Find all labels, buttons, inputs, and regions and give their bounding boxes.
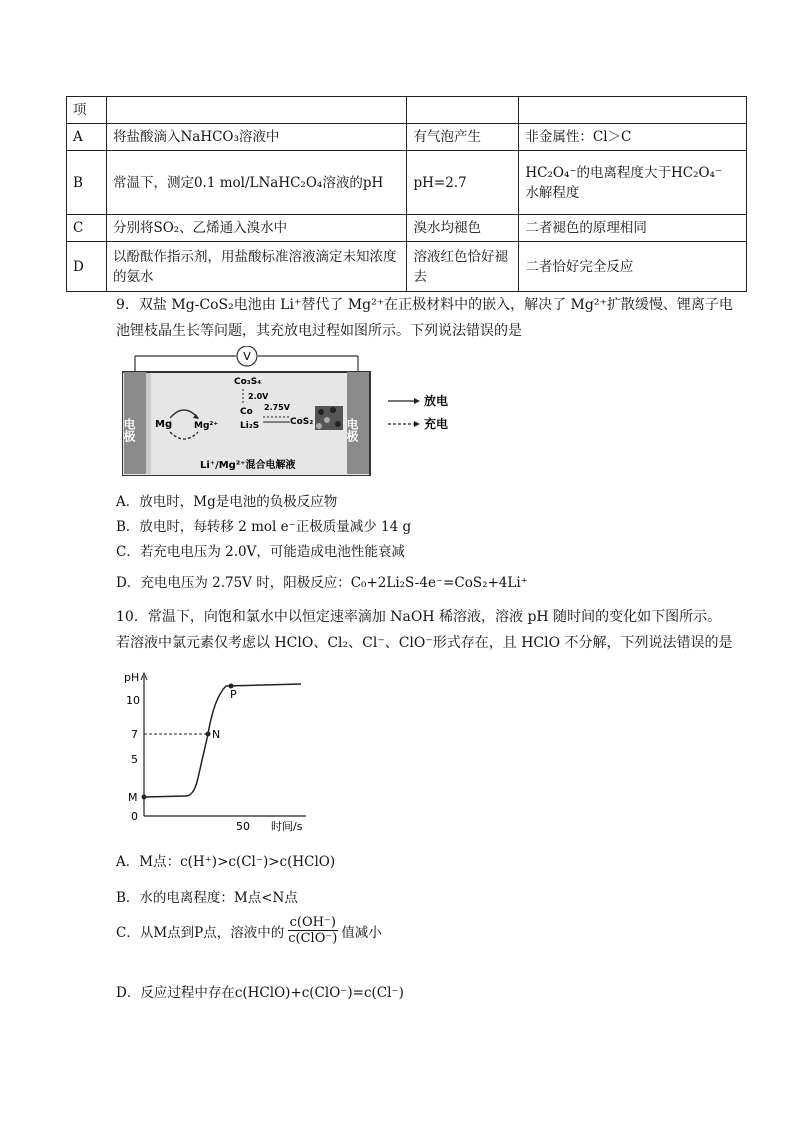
legend-charge: 充电 xyxy=(424,417,449,431)
option-cell: D xyxy=(67,242,107,292)
q10-stem-line: 若溶液中氯元素仅考虑以 HClO、Cl₂、Cl⁻、ClO⁻形式存在，且 HClO 不分解，下列说法错误的是 xyxy=(116,635,733,651)
co3s4-label: Co₃S₄ xyxy=(234,377,262,387)
q9-option-c: C．若充电电压为 2.0V，可能造成电池性能衰减 xyxy=(116,544,405,560)
q9-option-d: D．充电电压为 2.75V 时，阳极反应：C₀+2Li₂S-4e⁻=CoS₂+4Li⁺ xyxy=(116,575,528,591)
point-n xyxy=(206,732,211,737)
q9-stem xyxy=(116,292,756,344)
table-row xyxy=(67,215,747,242)
phenomenon-cell: 溴水均褪色 xyxy=(407,215,519,242)
legend-discharge: 放电 xyxy=(424,394,449,408)
conclusion-cell: 二者褪色的原理相同 xyxy=(519,215,747,242)
q10-option-a: A．M点：c(H⁺)>c(Cl⁻)>c(HClO) xyxy=(116,854,336,870)
phenomenon-cell: 有气泡产生 xyxy=(407,124,519,151)
point-m-label: M xyxy=(128,791,138,804)
q10-option-c-suffix: 值减小 xyxy=(341,924,382,941)
co-label: Co xyxy=(240,407,253,417)
point-m xyxy=(142,795,147,800)
battery-diagram xyxy=(122,346,462,476)
conclusion-line: HC₂O₄⁻的电离程度大于HC₂O₄⁻ xyxy=(525,164,723,181)
q9-stem-line: 池锂枝晶生长等问题，其充放电过程如图所示。下列说法错误的是 xyxy=(116,323,522,339)
q10-option-d: D．反应过程中存在c(HClO)+c(ClO⁻)=c(Cl⁻) xyxy=(116,985,404,1001)
fraction-denominator: c(ClO⁻) xyxy=(288,931,338,946)
operation-cell: 常温下，测定0.1 mol/LNaHC₂O₄溶液的pH xyxy=(106,151,407,215)
voltage-low-label: 2.0V xyxy=(248,392,269,401)
header-cell: 项 xyxy=(67,97,107,124)
conclusion-cell xyxy=(519,151,747,215)
y-tick-label: 0 xyxy=(131,810,138,823)
voltmeter-label: V xyxy=(243,350,251,363)
x-tick-label: 50 xyxy=(236,820,250,833)
table-row xyxy=(67,124,747,151)
q10-option-c-fraction xyxy=(286,915,339,946)
table-row xyxy=(67,151,747,215)
conclusion-line: 水解程度 xyxy=(525,184,580,201)
option-cell: C xyxy=(67,215,107,242)
right-electrode-label: 电极 xyxy=(345,418,359,442)
y-axis-label: pH xyxy=(124,671,140,684)
y-tick-label: 7 xyxy=(131,728,138,741)
y-tick-label: 10 xyxy=(126,694,140,707)
point-n-label: N xyxy=(212,728,221,741)
mg-ion-label: Mg²⁺ xyxy=(194,421,219,431)
operation-cell: 分别将SO₂、乙烯通入溴水中 xyxy=(106,215,407,242)
q10-option-c-text: C．从M点到P点，溶液中的 xyxy=(116,924,285,941)
left-electrode-label: 电极 xyxy=(122,418,136,442)
voltage-high-label: 2.75V xyxy=(264,403,290,412)
operation-cell: 将盐酸滴入NaHCO₃溶液中 xyxy=(106,124,407,151)
q9-option-b: B．放电时，每转移 2 mol e⁻正极质量减少 14 g xyxy=(116,519,412,535)
q10-option-b: B．水的电离程度：M点<N点 xyxy=(116,890,298,906)
ph-chart xyxy=(116,668,316,838)
phenomenon-cell: 溶液红色恰好褪去 xyxy=(407,242,519,292)
y-tick-label: 5 xyxy=(131,753,138,766)
li2s-label: Li₂S xyxy=(240,421,260,431)
q10-stem xyxy=(116,604,756,656)
question-table xyxy=(66,96,747,292)
cos2-crystal-icon xyxy=(315,406,343,430)
option-cell: B xyxy=(67,151,107,215)
fraction-numerator: c(OH⁻) xyxy=(289,915,336,930)
phenomenon-cell: pH=2.7 xyxy=(407,151,519,215)
q9-option-a: A．放电时，Mg是电池的负极反应物 xyxy=(116,494,338,510)
point-p-label: P xyxy=(230,688,237,701)
conclusion-cell: 二者恰好完全反应 xyxy=(519,242,747,292)
q10-stem-line: 10．常温下，向饱和氯水中以恒定速率滴加 NaOH 稀溶液，溶液 pH 随时间的变化如下图所示。 xyxy=(116,609,722,625)
table-header-row xyxy=(67,97,747,124)
q9-stem-line: 9．双盐 Mg-CoS₂电池由 Li⁺替代了 Mg²⁺在正极材料中的嵌入，解决了 Mg²⁺扩散缓慢、锂离子电 xyxy=(116,297,733,313)
ph-curve xyxy=(144,684,301,797)
q10-option-c xyxy=(116,915,382,946)
cos2-label: CoS₂ xyxy=(290,417,314,427)
electrolyte-label: Li⁺/Mg²⁺混合电解液 xyxy=(200,460,296,471)
mg-label: Mg xyxy=(155,419,173,430)
option-cell: A xyxy=(67,124,107,151)
operation-cell: 以酚酞作指示剂，用盐酸标准溶液滴定未知浓度的氨水 xyxy=(106,242,407,292)
conclusion-cell: 非金属性：Cl＞C xyxy=(519,124,747,151)
table-row xyxy=(67,242,747,292)
x-axis-label: 时间/s xyxy=(271,820,303,833)
